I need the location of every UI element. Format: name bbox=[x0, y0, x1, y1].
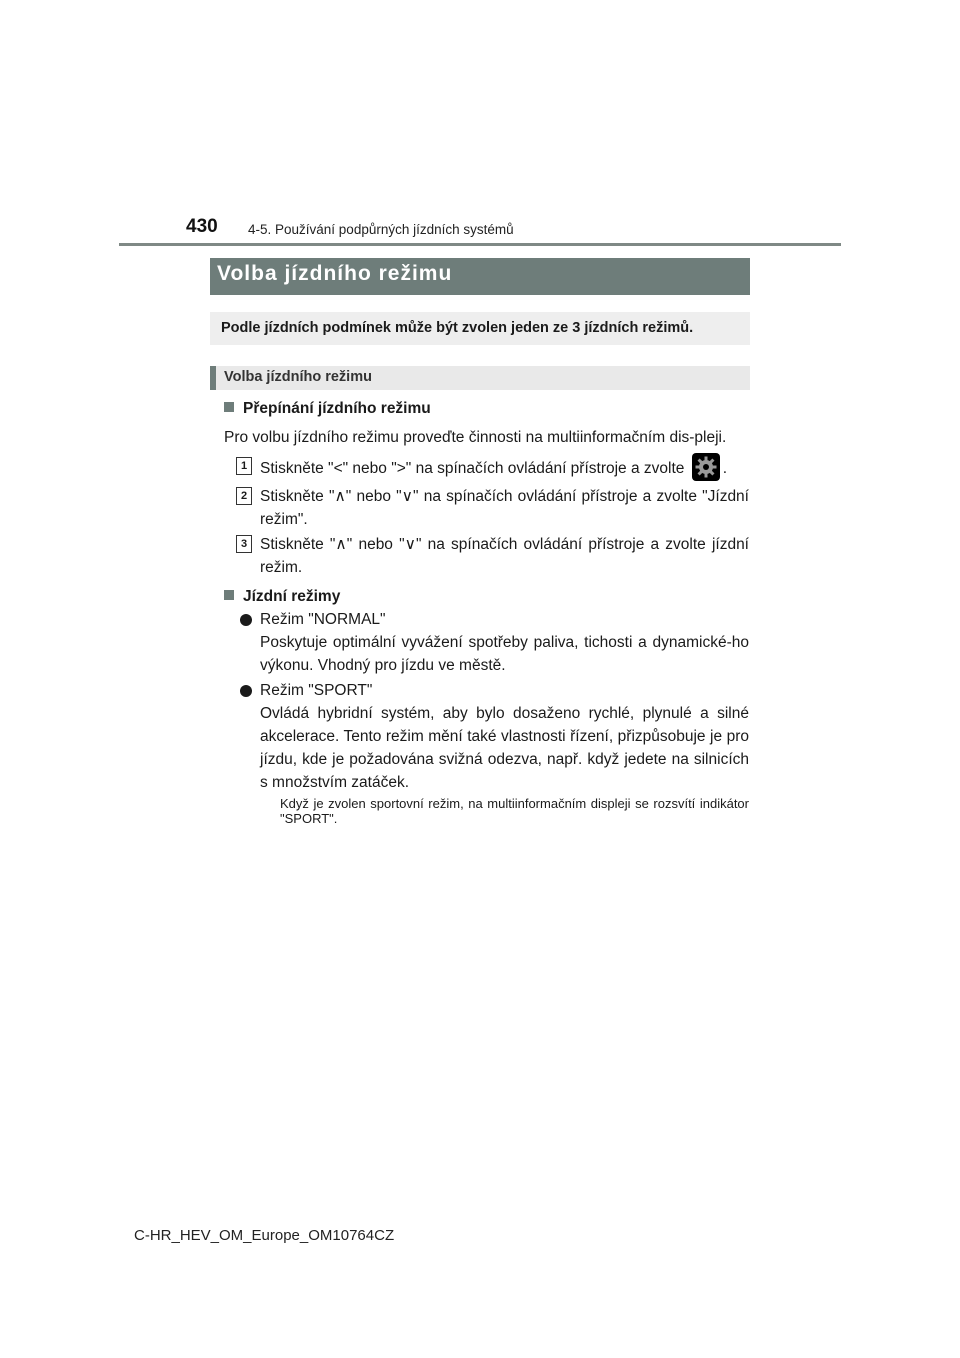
mode-sport-description: Ovládá hybridní systém, aby bylo dosaženo rychlé, plynulé a silné akcelerace. Tento režim mění také vlastnosti řízení, přizpůsobuje je pro jízdu, kde je požadována svižná odezva, např. když jedete na silnicích s množstvím zatáček. bbox=[260, 705, 749, 791]
step-number-badge: 1 bbox=[236, 457, 252, 475]
main-content bbox=[224, 397, 749, 826]
header-divider bbox=[119, 243, 841, 246]
modes-heading: Jízdní režimy bbox=[224, 585, 749, 608]
step-number-badge: 3 bbox=[236, 535, 252, 553]
switching-intro: Pro volbu jízdního režimu proveďte činnosti na multiinformačním dis-pleji. bbox=[224, 429, 727, 446]
switching-heading: Přepínání jízdního režimu bbox=[224, 397, 749, 420]
chapter-title: 4-5. Používání podpůrných jízdních systémů bbox=[248, 222, 514, 237]
step-number-badge: 2 bbox=[236, 487, 252, 505]
square-bullet-icon bbox=[224, 402, 234, 412]
gear-icon bbox=[692, 453, 720, 481]
step-text-end: . bbox=[722, 460, 728, 478]
mode-normal-title: Režim "NORMAL" bbox=[224, 608, 749, 631]
bullet-dot-icon bbox=[240, 614, 252, 626]
page-number: 430 bbox=[186, 216, 218, 237]
square-bullet-icon bbox=[224, 590, 234, 600]
step-text: Stiskněte "∧" nebo "∨" na spínačích ovládání přístroje a zvolte "Jízdní režim". bbox=[260, 488, 749, 528]
step-1 bbox=[224, 455, 749, 483]
sport-note: Když je zvolen sportovní režim, na multiinformačním displeji se rozsvítí indikátor "SPORT". bbox=[280, 796, 749, 826]
mode-normal-description: Poskytuje optimální vyvážení spotřeby paliva, tichosti a dynamické-ho výkonu. Vhodný pro jízdu ve městě. bbox=[260, 634, 749, 674]
section-intro: Podle jízdních podmínek může být zvolen jeden ze 3 jízdních režimů. bbox=[210, 312, 750, 345]
mode-sport-title: Režim "SPORT" bbox=[224, 679, 749, 702]
subsection-title: Volba jízdního režimu bbox=[210, 366, 750, 390]
step-2 bbox=[224, 485, 749, 531]
step-3 bbox=[224, 533, 749, 579]
step-text: Stiskněte "<" nebo ">" na spínačích ovládání přístroje a zvolte bbox=[260, 460, 685, 478]
step-text: Stiskněte "∧" nebo "∨" na spínačích ovládání přístroje a zvolte jízdní režim. bbox=[260, 536, 749, 576]
section-title: Volba jízdního režimu bbox=[210, 258, 750, 295]
bullet-dot-icon bbox=[240, 685, 252, 697]
document-code: C-HR_HEV_OM_Europe_OM10764CZ bbox=[134, 1227, 395, 1244]
